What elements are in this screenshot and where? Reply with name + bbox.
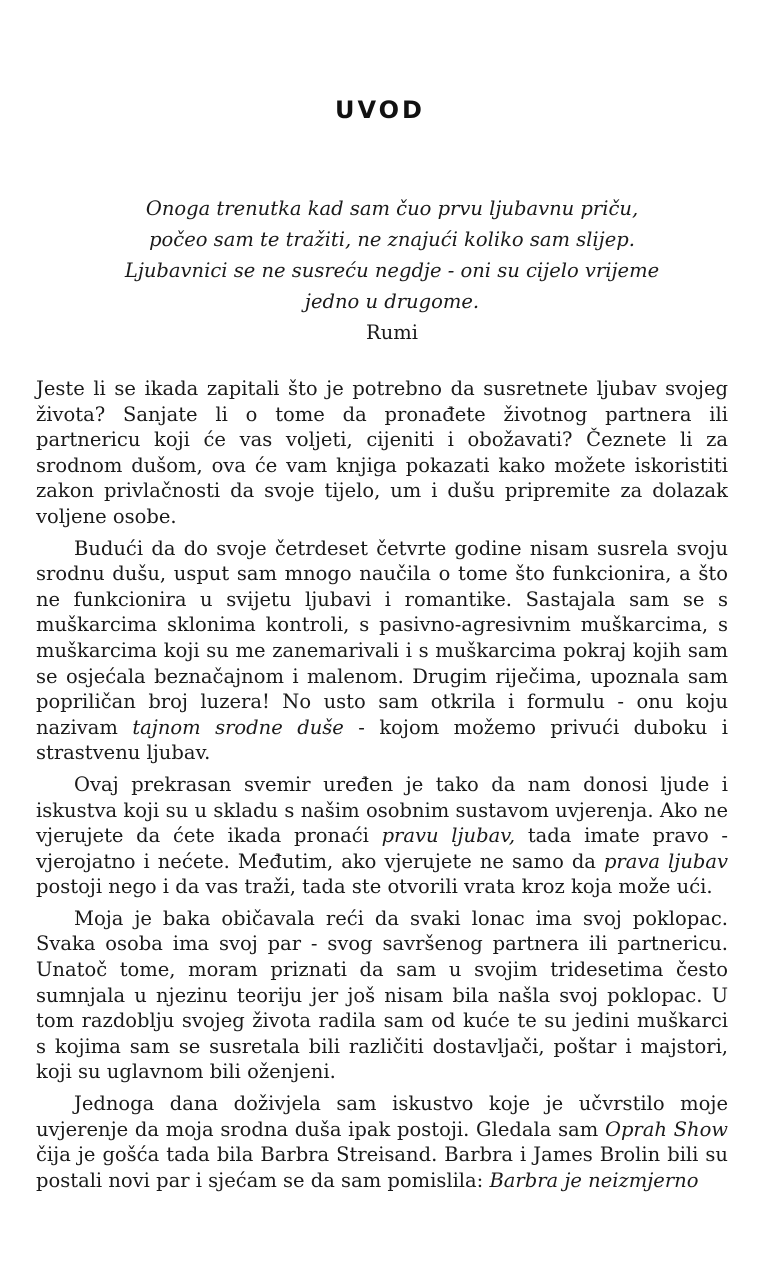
chapter-title: UVOD <box>335 96 425 124</box>
epigraph-line: počeo sam te tražiti, ne znajući koliko sam slijep. <box>149 228 635 251</box>
epigraph-line: Ljubavnici se ne susreću negdje - oni su cijelo vrijeme <box>124 259 660 282</box>
epigraph-author: Rumi <box>366 321 418 344</box>
paragraph-5-emphasis-2: Barbra je neizmjerno <box>489 1168 699 1192</box>
paragraph-5-text: Jednoga dana doživjela sam iskustvo koje je učvrstilo moje uvjerenje da moja srodna duša ipak postoji. Gledala sam <box>36 1092 728 1141</box>
paragraph-3-text: Ovaj prekrasan svemir uređen je tako da nam donosi ljude i iskustva koji su u skladu s našim osobnim sustavom uvjerenja. Ako ne vjerujete da ćete ikada pronaći <box>36 772 728 848</box>
paragraph-2-text-end: - kojom možemo privući duboku i strastvenu ljubav. <box>36 715 729 765</box>
paragraph-3-text-end: postoji nego i da vas traži, tada ste otvorili vrata kroz koja može ući. <box>36 875 713 899</box>
paragraph-3-emphasis-1: pravu ljubav, <box>381 824 516 848</box>
paragraph-1: Jeste li se ikada zapitali što je potrebno da susretnete ljubav svojeg života? Sanjate li o tome da pronađete životnog partnera ili partnericu koji će vas voljeti, cijeniti i obožavati? Čeznete li za srodnom dušom, ova će vam knjiga pokazati kako možete iskoristiti zakon privlačnosti da svoje tijelo, um i dušu pripremite za dolazak voljene osobe. <box>36 377 728 528</box>
paragraph-3-text-mid: tada imate pravo - vjerojatno i nećete. Međutim, ako vjerujete ne samo da <box>36 824 728 873</box>
paragraph-4: Moja je baka običavala reći da svaki lonac ima svoj poklopac. Svaka osoba ima svoj par - svog savršenog partnera ili partnericu. Unatoč tome, moram priznati da sam u svojim tridesetima često sumnjala u njezinu teoriju jer još nisam bila našla svoj poklopac. U tom razdoblju svojeg života radila sam od kuće te su jedini muškarci s kojima sam se susretala bili različiti dostavljači, poštar i majstori, koji su uglavnom bili oženjeni. <box>36 906 728 1084</box>
paragraph-3 <box>36 772 728 900</box>
paragraph-2 <box>36 536 728 766</box>
paragraph-2-emphasis: tajnom srodne duše <box>132 715 344 739</box>
paragraph-5-text-mid: čija je gošća tada bila Barbra Streisand. Barbra i James Brolin bili su postali novi par i sjećam se da sam pomislila: <box>36 1143 728 1192</box>
epigraph-line: Onoga trenutka kad sam čuo prvu ljubavnu priču, <box>145 197 639 220</box>
body-text <box>36 376 728 1199</box>
paragraph-5-emphasis-1: Oprah Show <box>604 1117 728 1141</box>
paragraph-3-emphasis-2: prava ljubav <box>603 849 728 873</box>
epigraph-line: jedno u drugome. <box>304 290 480 313</box>
paragraph-5 <box>36 1091 728 1193</box>
epigraph <box>80 193 704 348</box>
paragraph-2-text: Budući da do svoje četrdeset četvrte godine nisam susrela svoju srodnu dušu, usput sam mnogo naučila o tome što funkcionira, a što ne funkcionira u svijetu ljubavi i romantike. Sastajala sam se s muškarcima sklonima kontroli, s pasivno-agresivnim muškarcima, s muškarcima koji su me zanemarivali i s muškarcima pokraj kojih sam se osjećala beznačajnom i malenom. Drugim riječima, upoznala sam popriličan broj luzera! No usto sam otkrila i formulu - onu koju nazivam <box>36 536 728 739</box>
